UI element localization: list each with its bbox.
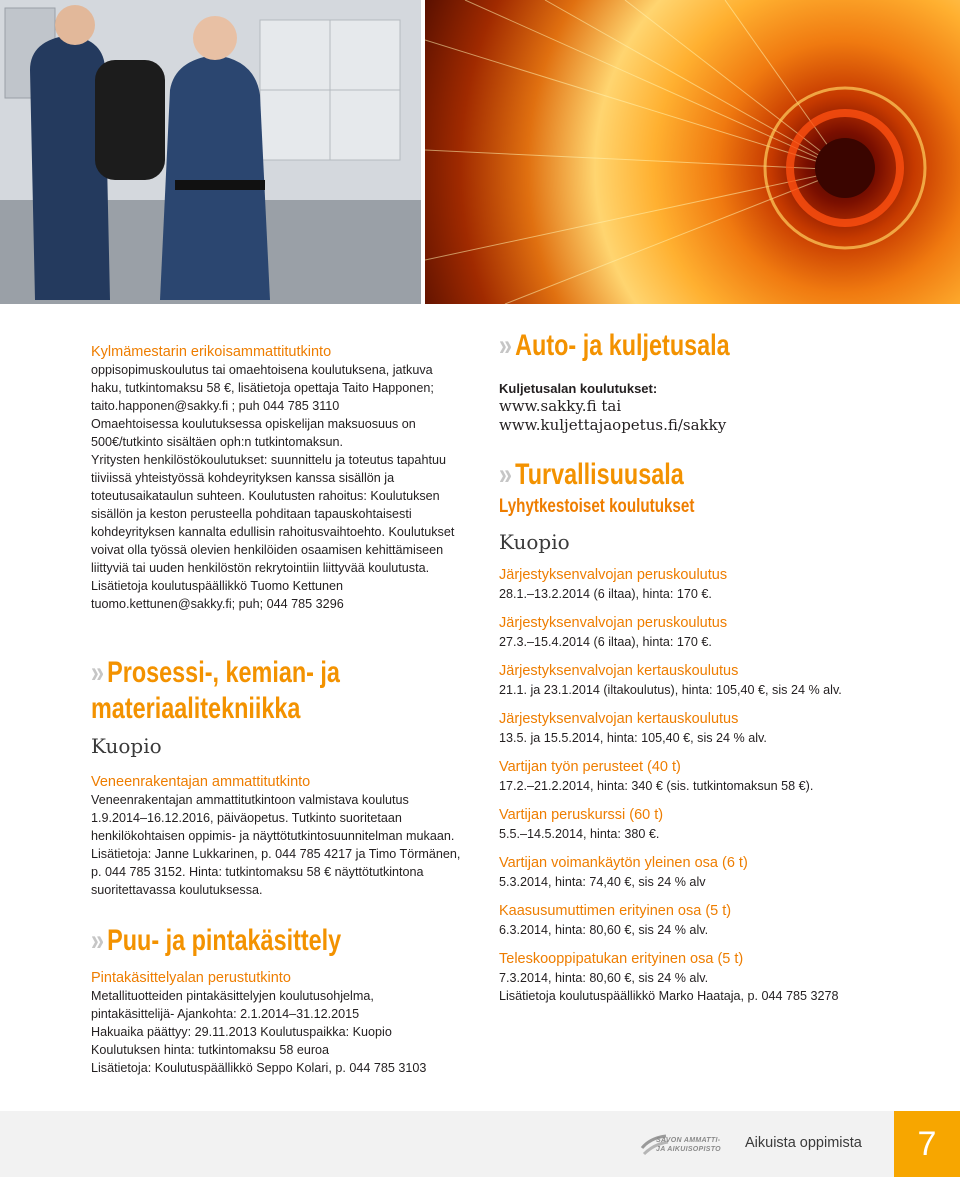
left-column <box>91 343 461 1077</box>
course-detail: 6.3.2014, hinta: 80,60 €, sis 24 % alv. <box>499 923 709 937</box>
course-name: Vartijan voimankäytön yleinen osa (6 t) <box>499 855 748 871</box>
course-name: Vartijan peruskurssi (60 t) <box>499 807 664 823</box>
chevron-icon: » <box>499 329 513 362</box>
course-item <box>499 806 919 843</box>
transport-label: Kuljetusalan koulutukset: <box>499 381 658 396</box>
wood-line-2: pintakäsittelijä- Ajankohta: 2.1.2014–31.12.2015 <box>91 1007 360 1021</box>
wood-line-1: Metallituotteiden pintakäsittelyjen koulutusohjelma, <box>91 989 374 1003</box>
footer-label: Aikuista oppimista <box>745 1135 862 1151</box>
wood-line-4: Koulutuksen hinta: tutkintomaksu 58 euroa <box>91 1043 330 1057</box>
course-item <box>499 566 919 603</box>
fire-sparks-photo <box>425 0 960 304</box>
intro-para-2: Omaehtoisessa koulutuksessa opiskelijan maksuosuus on 500€/tutkinto sisältäen oph:n tutkintomaksun. <box>91 417 416 449</box>
course-item <box>499 662 919 699</box>
course-item <box>499 758 919 795</box>
course-item <box>499 710 919 747</box>
intro-heading: Kylmämestarin erikoisammattitutkinto <box>91 344 332 360</box>
wood-line-5: Lisätietoja: Koulutuspäällikkö Seppo Kolari, p. 044 785 3103 <box>91 1061 427 1075</box>
course-item <box>499 854 919 891</box>
course-name: Järjestyksenvalvojan peruskoulutus <box>499 615 728 631</box>
transport-section <box>499 328 919 435</box>
intro-para-1: oppisopimuskoulutus tai omaehtoisena koulutuksena, jatkuva haku, tutkintomaksu 58 €, lisätietoja opettaja Taito Happonen; taito.happonen@sakky.fi ; puh 044 785 3110 <box>91 363 434 413</box>
chevron-icon: » <box>499 458 513 491</box>
process-heading: Veneenrakentajan ammattitutkinto <box>91 774 311 790</box>
course-name: Järjestyksenvalvojan kertauskoulutus <box>499 711 739 727</box>
transport-link-1[interactable]: www.sakky.fi tai <box>499 397 622 415</box>
security-subtitle: Lyhytkestoiset koulutukset <box>499 496 695 517</box>
transport-title-text: Auto- ja kuljetusala <box>515 329 730 362</box>
intro-para-3: Yritysten henkilöstökoulutukset: suunnittelu ja toteutus tapahtuu tiiviissä yhteistyössä kohdeyrityksen kanssa sisällön ja toteutusaikataulun suhteen. Koulutusten rahoitus: Koulutuksen sisällön ja keston perusteella pohditaan tapauskohtaisesti kohdeyrityksen kannalta edullisin rahoitusvaihtoehto. Koulutukset voivat olla työssä olevien henkilöiden osaamisen kehittämiseen liittyviä tai uuden henkilöstön rekrytointiin liittyvää koulutusta. Lisätietoja koulutuspäällikkö Tuomo Kettunen tuomo.kettunen@sakky.fi; puh; 044 785 3296 <box>91 453 455 611</box>
course-detail: 28.1.–13.2.2014 (6 iltaa), hinta: 170 €. <box>499 587 712 601</box>
fire-sparks-illustration <box>425 0 960 304</box>
course-detail: 7.3.2014, hinta: 80,60 €, sis 24 % alv. <box>499 971 709 985</box>
course-detail: 27.3.–15.4.2014 (6 iltaa), hinta: 170 €. <box>499 635 712 649</box>
security-title <box>499 457 827 493</box>
security-section <box>499 457 919 1005</box>
course-name: Vartijan työn perusteet (40 t) <box>499 759 681 775</box>
security-title-text: Turvallisuusala <box>515 458 684 491</box>
course-item <box>499 950 919 987</box>
page-number: 7 <box>894 1111 960 1177</box>
course-detail: 5.3.2014, hinta: 74,40 €, sis 24 % alv <box>499 875 706 889</box>
course-name: Järjestyksenvalvojan kertauskoulutus <box>499 663 739 679</box>
transport-link-2[interactable]: www.kuljettajaopetus.fi/sakky <box>499 416 727 434</box>
wood-heading: Pintakäsittelyalan perustutkinto <box>91 970 291 986</box>
training-photo <box>0 0 421 304</box>
chevron-icon: » <box>91 924 105 957</box>
logo-text <box>656 1136 721 1154</box>
wood-section <box>91 923 461 1077</box>
course-detail: 13.5. ja 15.5.2014, hinta: 105,40 €, sis 24 % alv. <box>499 731 767 745</box>
logo-line-2: JA AIKUISOPISTO <box>656 1146 721 1153</box>
chevron-icon: » <box>91 656 105 689</box>
course-item <box>499 614 919 651</box>
course-list <box>499 566 919 987</box>
course-detail: 17.2.–21.2.2014, hinta: 340 € (sis. tutkintomaksun 58 €). <box>499 779 814 793</box>
course-name: Järjestyksenvalvojan peruskoulutus <box>499 567 728 583</box>
right-column <box>499 328 919 1005</box>
course-item <box>499 902 919 939</box>
training-photo-illustration <box>0 0 421 304</box>
wood-title-text: Puu- ja pintakäsittely <box>107 924 342 957</box>
process-title-line-2: materiaalitekniikka <box>91 692 301 725</box>
intro-section <box>91 343 461 613</box>
process-city: Kuopio <box>91 734 162 758</box>
wood-line-3: Hakuaika päättyy: 29.11.2013 Koulutuspaikka: Kuopio <box>91 1025 392 1039</box>
process-title <box>91 655 380 727</box>
security-contact: Lisätietoja koulutuspäällikkö Marko Haataja, p. 044 785 3278 <box>499 989 839 1003</box>
logo-line-1: SAVON AMMATTI- <box>656 1137 721 1144</box>
course-name: Kaasusumuttimen erityinen osa (5 t) <box>499 903 732 919</box>
transport-title <box>499 328 827 364</box>
course-name: Teleskooppipatukan erityinen osa (5 t) <box>499 951 744 967</box>
process-title-line-1: Prosessi-, kemian- ja <box>107 656 340 689</box>
course-detail: 5.5.–14.5.2014, hinta: 380 €. <box>499 827 660 841</box>
process-body: Veneenrakentajan ammattitutkintoon valmistava koulutus 1.9.2014–16.12.2016, päiväopetus. Tutkinto suoritetaan henkilökohtaisen oppimis- ja näyttötutkintosuunnitelman mukaan. Lisätietoja: Janne Lukkarinen, p. 044 785 4217 ja Timo Törmänen, p. 044 785 3152. Hinta: tutkintomaksu 58 € näyttötutkintona suoritettavassa koulutuksessa. <box>91 793 461 897</box>
process-section <box>91 655 461 899</box>
course-detail: 21.1. ja 23.1.2014 (iltakoulutus), hinta: 105,40 €, sis 24 % alv. <box>499 683 842 697</box>
security-city: Kuopio <box>499 530 570 554</box>
wood-title <box>91 923 380 959</box>
